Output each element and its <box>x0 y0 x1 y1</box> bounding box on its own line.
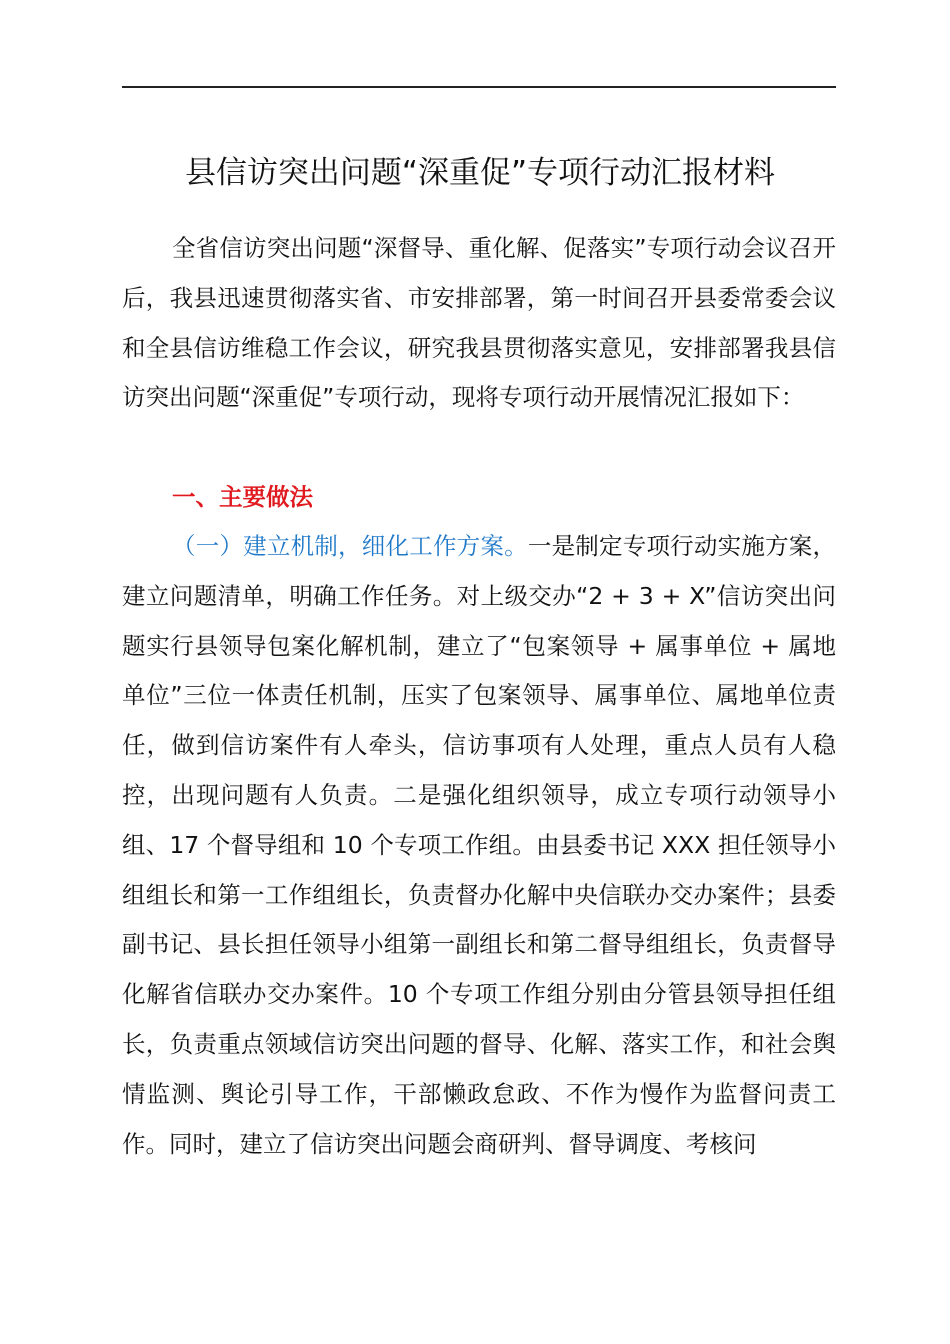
document-title: 县信访突出问题“深重促”专项行动汇报材料 <box>184 155 776 191</box>
section-1-paragraph <box>122 522 836 1169</box>
header-rule <box>122 86 836 88</box>
section-heading-main-practices: 一、主要做法 <box>172 483 313 511</box>
intro-paragraph: 全省信访突出问题“深督导、重化解、促落实”专项行动会议召开后，我县迅速贯彻落实省、市安排部署，第一时间召开县委常委会议和全县信访维稳工作会议，研究我县贯彻落实意见，安排部署我县信访突出问题“深重促”专项行动，现将专项行动开展情况汇报如下： <box>122 234 836 412</box>
section-1-body: 一是制定专项行动实施方案，建立问题清单，明确工作任务。对上级交办“2 + 3 + X”信访突出问题实行县领导包案化解机制，建立了“包案领导 + 属事单位 + 属地单位”三位一体责任机制，压实了包案领导、属事单位、属地单位责任，做到信访案件有人牵头，信访事项有人处理，重点人员有人稳控，出现问题有人负责。二是强化组织领导，成立专项行动领导小组、17 个督导组和 10 个专项工作组。由县委书记 XXX 担任领导小组组长和第一工作组组长，负责督办化解中央信联办交办案件；县委副书记、县长担任领导小组第一副组长和第二督导组组长，负责督导化解省信联办交办案件。10 个专项工作组分别由分管县领导担任组长，负责重点领域信访突出问题的督导、化解、落实工作，和社会舆情监测、舆论引导工作，干部懒政怠政、不作为慢作为监督问责工作。同时，建立了信访突出问题会商研判、督导调度、考核问 <box>122 532 837 1158</box>
section-1-subheading: （一）建立机制，细化工作方案。 <box>172 532 528 560</box>
